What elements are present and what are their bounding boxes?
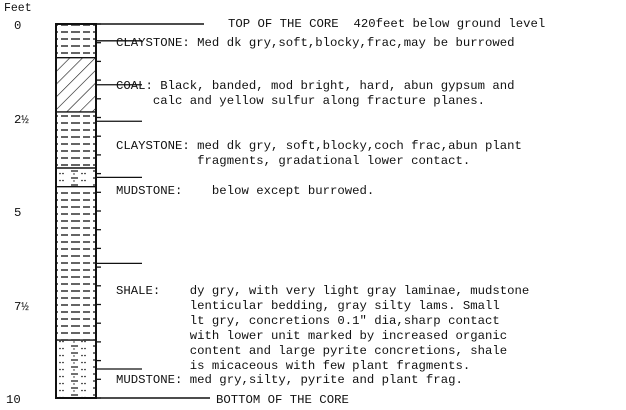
depth-tick-label: 0 [14,19,22,33]
lithology-unit-shale-4 [56,187,96,340]
depth-tick-label: 10 [6,393,21,407]
unit-description-mudstone: MUDSTONE: med gry,silty, pyrite and plant frag. [116,373,463,387]
lithology-unit-mudstone-3 [56,168,96,187]
bottom-of-core-label: BOTTOM OF THE CORE [216,393,349,407]
depth-tick-label: 2½ [14,112,29,127]
unit-description-coal: COAL: Black, banded, mod bright, hard, abun gypsum and calc and yellow sulfur along fracture planes. [116,79,515,108]
lithology-unit-coal-1 [56,58,96,112]
depth-tick-label: 7½ [14,299,29,314]
lithology-unit-mudstone-5 [56,340,96,398]
unit-description-shale: SHALE: dy gry, with very light gray laminae, mudstone lenticular bedding, gray silty lams. Small lt gry, concretions 0.1" dia,sharp contact with lower unit marked by increased organic content and large pyrite concretions, shale is micaceous with few plant fragments. [116,284,530,373]
depth-tick-label: 5 [14,206,22,220]
unit-description-mudstone: MUDSTONE: below except burrowed. [116,184,375,198]
top-of-core-label: TOP OF THE CORE 420feet below ground level [228,17,546,31]
lithology-unit-claystone-0 [56,24,96,58]
axis-unit-label: Feet [4,2,32,15]
unit-description-claystone: CLAYSTONE: med dk gry, soft,blocky,coch frac,abun plant fragments, gradational lower contact. [116,139,522,168]
lithology-unit-claystone-2 [56,112,96,131]
unit-description-claystone: CLAYSTONE: Med dk gry,soft,blocky,frac,may be burrowed [116,36,515,50]
